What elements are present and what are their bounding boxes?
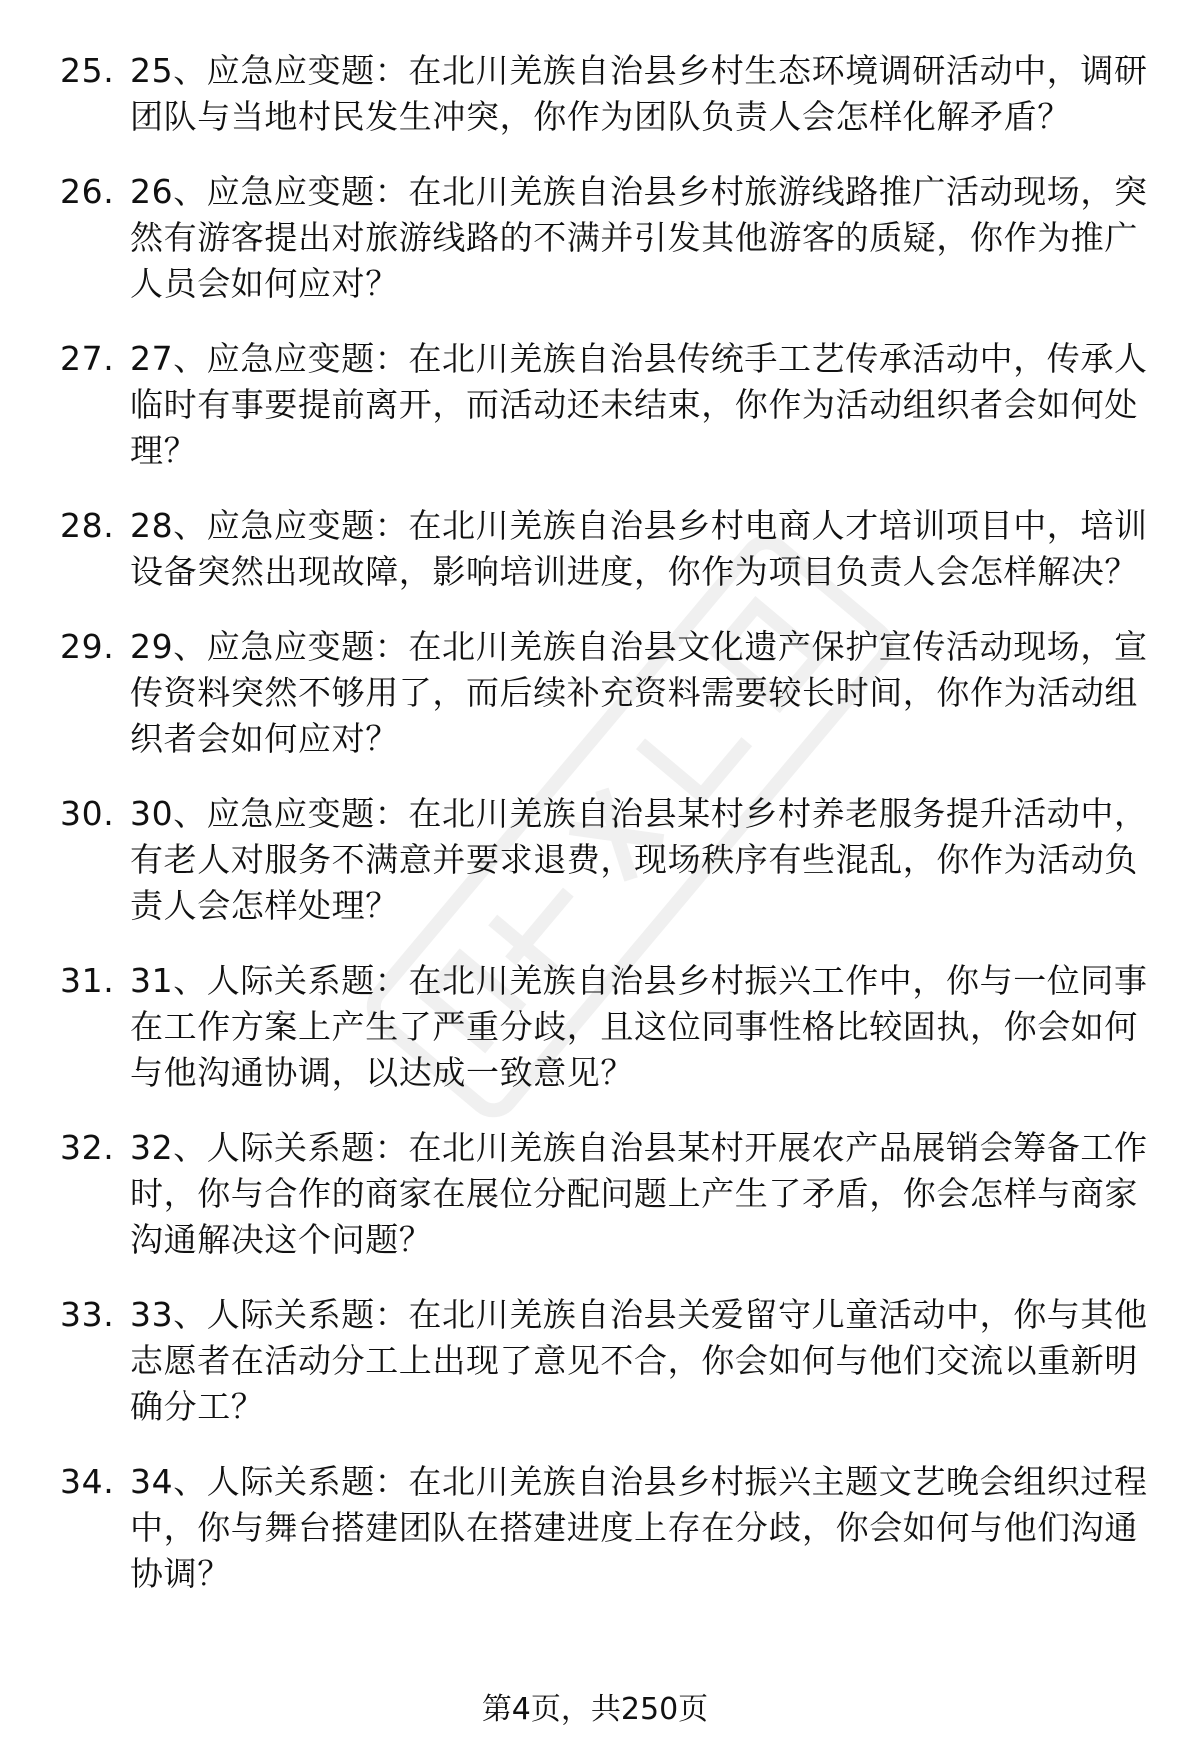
question-item: [60, 791, 1150, 929]
question-item: [60, 1125, 1150, 1263]
question-text: 28、应急应变题：在北川羌族自治县乡村电商人才培训项目中，培训设备突然出现故障，影响培训进度，你作为项目负责人会怎样解决？: [130, 506, 1148, 591]
question-text: 29、应急应变题：在北川羌族自治县文化遗产保护宣传活动现场，宣传资料突然不够用了，而后续补充资料需要较长时间，你作为活动组织者会如何应对？: [130, 627, 1148, 758]
question-text: 32、人际关系题：在北川羌族自治县某村开展农产品展销会筹备工作时，你与合作的商家在展位分配问题上产生了矛盾，你会怎样与商家沟通解决这个问题？: [130, 1128, 1148, 1259]
question-text: 33、人际关系题：在北川羌族自治县关爱留守儿童活动中，你与其他志愿者在活动分工上出现了意见不合，你会如何与他们交流以重新明确分工？: [130, 1295, 1148, 1426]
question-number: 34.: [60, 1462, 115, 1501]
question-item: [60, 1292, 1150, 1430]
question-text: 25、应急应变题：在北川羌族自治县乡村生态环境调研活动中，调研团队与当地村民发生冲突，你作为团队负责人会怎样化解矛盾？: [130, 51, 1148, 136]
question-list: [60, 48, 1150, 1626]
question-number: 33.: [60, 1295, 115, 1334]
question-number: 32.: [60, 1128, 115, 1167]
page-footer: 第4页，共250页: [481, 1692, 709, 1727]
question-number: 26.: [60, 172, 115, 211]
question-number: 28.: [60, 506, 115, 545]
question-number: 31.: [60, 961, 115, 1000]
question-number: 25.: [60, 51, 115, 90]
question-text: 31、人际关系题：在北川羌族自治县乡村振兴工作中，你与一位同事在工作方案上产生了严重分歧，且这位同事性格比较固执，你会如何与他沟通协调，以达成一致意见？: [130, 961, 1148, 1092]
question-text: 30、应急应变题：在北川羌族自治县某村乡村养老服务提升活动中，有老人对服务不满意并要求退费，现场秩序有些混乱，你作为活动负责人会怎样处理？: [130, 794, 1148, 925]
question-item: [60, 503, 1150, 595]
question-number: 27.: [60, 339, 115, 378]
question-item: [60, 336, 1150, 474]
question-item: [60, 958, 1150, 1096]
question-number: 30.: [60, 794, 115, 833]
question-text: 34、人际关系题：在北川羌族自治县乡村振兴主题文艺晚会组织过程中，你与舞台搭建团队在搭建进度上存在分歧，你会如何与他们沟通协调？: [130, 1462, 1148, 1593]
question-text: 27、应急应变题：在北川羌族自治县传统手工艺传承活动中，传承人临时有事要提前离开，而活动还未结束，你作为活动组织者会如何处理？: [130, 339, 1148, 470]
question-item: [60, 1459, 1150, 1597]
question-item: [60, 169, 1150, 307]
question-item: [60, 48, 1150, 140]
question-number: 29.: [60, 627, 115, 666]
question-text: 26、应急应变题：在北川羌族自治县乡村旅游线路推广活动现场，突然有游客提出对旅游线路的不满并引发其他游客的质疑，你作为推广人员会如何应对？: [130, 172, 1148, 303]
question-item: [60, 624, 1150, 762]
